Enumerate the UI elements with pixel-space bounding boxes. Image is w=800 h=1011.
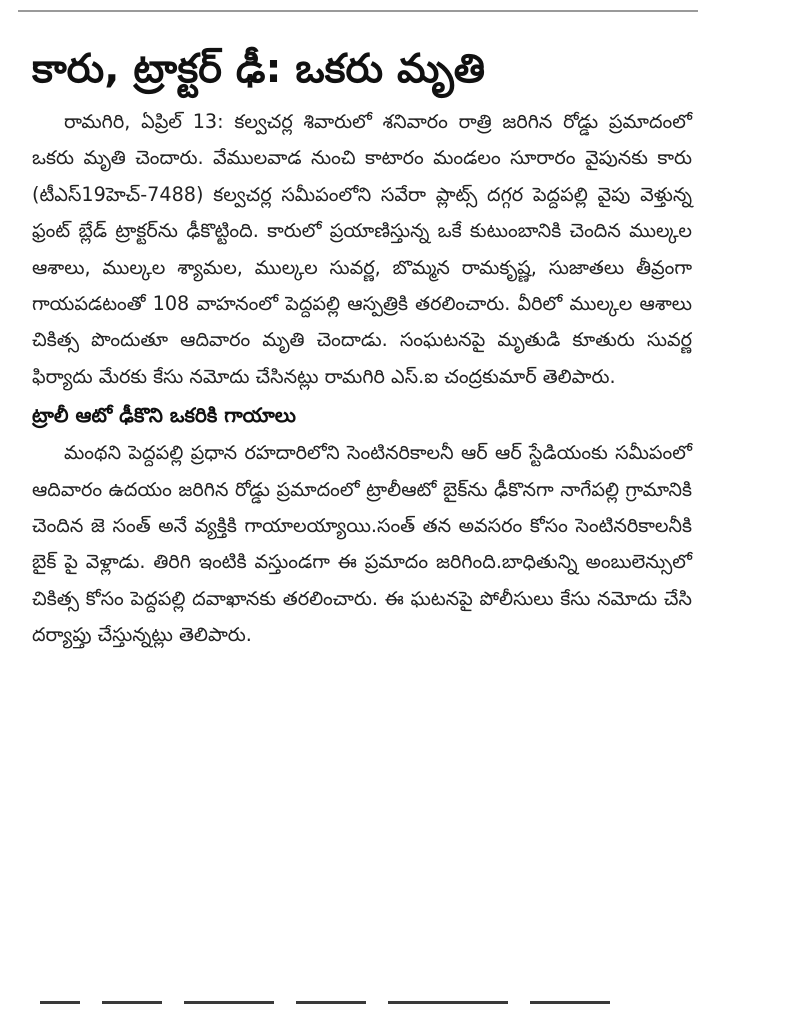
article-headline: కారు, ట్రాక్టర్ ఢీ: ఒకరు మృతి — [32, 46, 486, 92]
article-paragraph-2: మంథని పెద్దపల్లి ప్రధాన రహదారిలోని సెంటినరికాలనీ ఆర్ ఆర్ స్టేడియంకు సమీపంలో ఆదివారం ఉదయం జరిగిన రోడ్డు ప్రమాదంలో ట్రాలీఆటో బైక్‌ను ఢీకొనగా నాగేపల్లి గ్రామానికి చెందిన జె సంత్ అనే వ్యక్తికి గాయాలయ్యాయి.సంత్ తన అవసరం కోసం సెంటినరికాలనీకి బైక్ పై వెళ్లాడు. తిరిగి ఇంటికి వస్తుండగా ఈ ప్రమాదం జరిగింది.బాధితున్ని అంబులెన్సులో చికిత్స కోసం పెద్దపల్లి దవాఖానకు తరలించారు. ఈ ఘటనపై పోలీసులు కేసు నమోదు చేసి దర్యాప్తు చేస్తున్నట్లు తెలిపారు. — [32, 441, 692, 647]
article-paragraph-1: రామగిరి, ఏప్రిల్ 13: కల్వచర్ల శివారులో శనివారం రాత్రి జరిగిన రోడ్డు ప్రమాదంలో ఒకరు మృతి చెందారు. వేములవాడ నుంచి కాటారం మండలం సూరారం వైపునకు కారు (టీఎస్19హెచ్-7488) కల్వచర్ల సమీపంలోని సవేరా ప్లాట్స్ దగ్గర పెద్దపల్లి వైపు వెళ్తున్న ఫ్రంట్ బ్లేడ్ ట్రాక్టర్‌ను ఢీకొట్టింది. కారులో ప్రయాణిస్తున్న ఒకే కుటుంబానికి చెందిన ముల్కల ఆశాలు, ముల్కల శ్యామల, ముల్కల సువర్ణ, బొమ్మన రామకృష్ణ, సుజాతలు తీవ్రంగా గాయపడటంతో 108 వాహనంలో పెద్దపల్లి ఆస్పత్రికి తరలించారు. వీరిలో ముల్కల ఆశాలు చికిత్స పొందుతూ ఆదివారం మృతి చెందాడు. సంఘటనపై మృతుడి కూతురు సువర్ణ ఫిర్యాదు మేరకు కేసు నమోదు చేసినట్లు రామగిరి ఎస్.ఐ చంద్రకుమార్ తెలిపారు. — [32, 110, 692, 388]
top-divider-rule — [18, 10, 698, 12]
article-subheading: ట్రాలీ ఆటో ఢీకొని ఒకరికి గాయాలు — [32, 403, 296, 428]
cut-off-next-line — [40, 1001, 640, 1011]
news-article — [32, 40, 692, 654]
